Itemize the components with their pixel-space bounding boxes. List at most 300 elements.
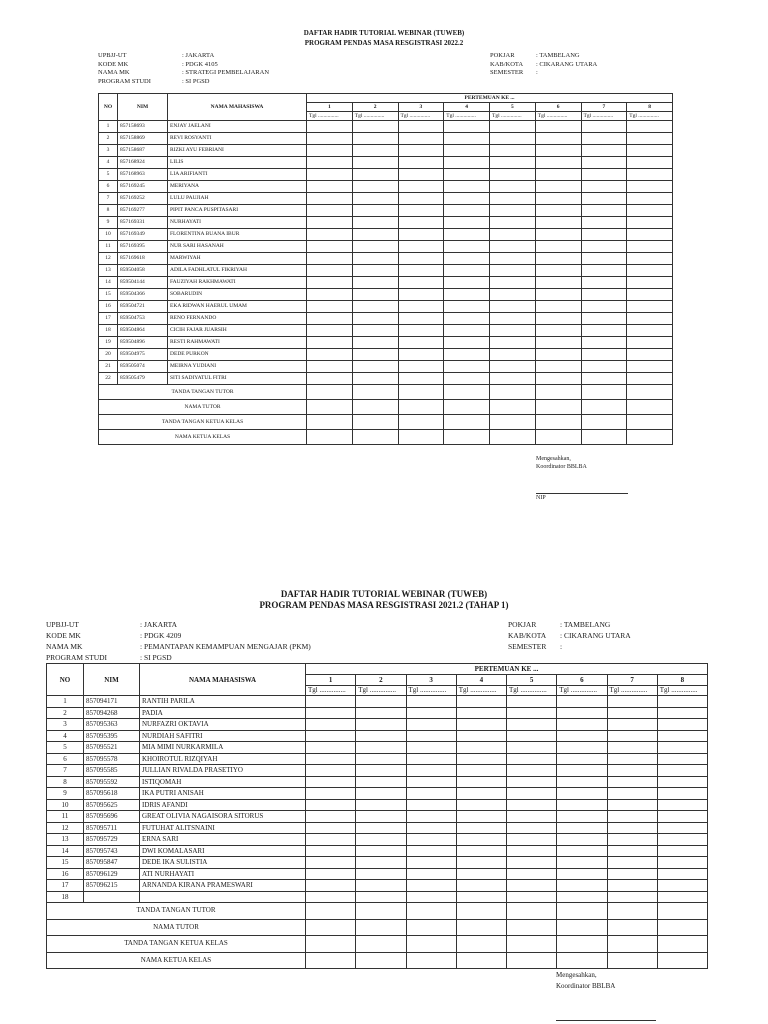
- attendance-cell[interactable]: [456, 765, 506, 777]
- attendance-cell[interactable]: [398, 253, 444, 265]
- attendance-cell[interactable]: [535, 337, 581, 349]
- attendance-cell[interactable]: [507, 776, 557, 788]
- signature-cell[interactable]: [581, 385, 627, 400]
- signature-cell[interactable]: [581, 415, 627, 430]
- attendance-cell[interactable]: [657, 868, 707, 880]
- attendance-cell[interactable]: [535, 313, 581, 325]
- attendance-cell[interactable]: [581, 289, 627, 301]
- attendance-cell[interactable]: [398, 181, 444, 193]
- attendance-cell[interactable]: [307, 217, 353, 229]
- attendance-cell[interactable]: [507, 868, 557, 880]
- signature-cell[interactable]: [398, 430, 444, 445]
- attendance-cell[interactable]: [557, 719, 607, 731]
- attendance-cell[interactable]: [456, 845, 506, 857]
- attendance-cell[interactable]: [398, 265, 444, 277]
- attendance-cell[interactable]: [657, 822, 707, 834]
- attendance-cell[interactable]: [607, 822, 657, 834]
- attendance-cell[interactable]: [356, 822, 406, 834]
- signature-cell[interactable]: [657, 919, 707, 936]
- attendance-cell[interactable]: [627, 349, 673, 361]
- attendance-cell[interactable]: [398, 277, 444, 289]
- attendance-cell[interactable]: [306, 707, 356, 719]
- attendance-cell[interactable]: [627, 373, 673, 385]
- attendance-cell[interactable]: [627, 277, 673, 289]
- attendance-cell[interactable]: [581, 217, 627, 229]
- attendance-cell[interactable]: [490, 241, 536, 253]
- attendance-cell[interactable]: [581, 181, 627, 193]
- date-field[interactable]: Tgl ...............: [406, 686, 456, 696]
- signature-cell[interactable]: [627, 430, 673, 445]
- attendance-cell[interactable]: [352, 361, 398, 373]
- attendance-cell[interactable]: [607, 811, 657, 823]
- attendance-cell[interactable]: [456, 868, 506, 880]
- attendance-cell[interactable]: [356, 730, 406, 742]
- attendance-cell[interactable]: [581, 121, 627, 133]
- attendance-cell[interactable]: [490, 217, 536, 229]
- attendance-cell[interactable]: [352, 373, 398, 385]
- attendance-cell[interactable]: [581, 157, 627, 169]
- date-field[interactable]: Tgl ...............: [356, 686, 406, 696]
- attendance-cell[interactable]: [535, 133, 581, 145]
- signature-cell[interactable]: [406, 919, 456, 936]
- attendance-cell[interactable]: [581, 277, 627, 289]
- attendance-cell[interactable]: [535, 301, 581, 313]
- attendance-cell[interactable]: [507, 811, 557, 823]
- date-field[interactable]: Tgl ...............: [607, 686, 657, 696]
- attendance-cell[interactable]: [307, 169, 353, 181]
- signature-cell[interactable]: [490, 385, 536, 400]
- signature-cell[interactable]: [352, 415, 398, 430]
- attendance-cell[interactable]: [627, 181, 673, 193]
- attendance-cell[interactable]: [490, 313, 536, 325]
- signature-cell[interactable]: [406, 903, 456, 920]
- attendance-cell[interactable]: [456, 834, 506, 846]
- attendance-cell[interactable]: [557, 822, 607, 834]
- signature-cell[interactable]: [444, 400, 490, 415]
- attendance-cell[interactable]: [557, 811, 607, 823]
- attendance-cell[interactable]: [581, 265, 627, 277]
- attendance-cell[interactable]: [352, 229, 398, 241]
- attendance-cell[interactable]: [456, 696, 506, 708]
- signature-cell[interactable]: [352, 400, 398, 415]
- attendance-cell[interactable]: [507, 857, 557, 869]
- attendance-cell[interactable]: [535, 373, 581, 385]
- attendance-cell[interactable]: [557, 845, 607, 857]
- attendance-cell[interactable]: [356, 891, 406, 903]
- attendance-cell[interactable]: [535, 193, 581, 205]
- attendance-cell[interactable]: [352, 301, 398, 313]
- attendance-cell[interactable]: [557, 753, 607, 765]
- attendance-cell[interactable]: [456, 788, 506, 800]
- attendance-cell[interactable]: [507, 719, 557, 731]
- signature-cell[interactable]: [456, 903, 506, 920]
- attendance-cell[interactable]: [444, 157, 490, 169]
- attendance-cell[interactable]: [456, 880, 506, 892]
- attendance-cell[interactable]: [490, 229, 536, 241]
- attendance-cell[interactable]: [307, 373, 353, 385]
- attendance-cell[interactable]: [444, 217, 490, 229]
- attendance-cell[interactable]: [306, 891, 356, 903]
- attendance-cell[interactable]: [657, 845, 707, 857]
- attendance-cell[interactable]: [627, 145, 673, 157]
- attendance-cell[interactable]: [356, 845, 406, 857]
- attendance-cell[interactable]: [398, 121, 444, 133]
- signature-cell[interactable]: [607, 952, 657, 969]
- signature-cell[interactable]: [444, 430, 490, 445]
- attendance-cell[interactable]: [306, 788, 356, 800]
- attendance-cell[interactable]: [398, 169, 444, 181]
- attendance-cell[interactable]: [398, 157, 444, 169]
- attendance-cell[interactable]: [490, 301, 536, 313]
- signature-cell[interactable]: [456, 936, 506, 953]
- attendance-cell[interactable]: [490, 349, 536, 361]
- attendance-cell[interactable]: [444, 325, 490, 337]
- attendance-cell[interactable]: [607, 765, 657, 777]
- attendance-cell[interactable]: [307, 241, 353, 253]
- attendance-cell[interactable]: [456, 776, 506, 788]
- signature-cell[interactable]: [490, 400, 536, 415]
- attendance-cell[interactable]: [356, 707, 406, 719]
- signature-cell[interactable]: [444, 385, 490, 400]
- attendance-cell[interactable]: [607, 868, 657, 880]
- attendance-cell[interactable]: [352, 181, 398, 193]
- attendance-cell[interactable]: [490, 325, 536, 337]
- attendance-cell[interactable]: [352, 337, 398, 349]
- attendance-cell[interactable]: [490, 373, 536, 385]
- attendance-cell[interactable]: [490, 337, 536, 349]
- attendance-cell[interactable]: [557, 730, 607, 742]
- attendance-cell[interactable]: [535, 277, 581, 289]
- attendance-cell[interactable]: [557, 696, 607, 708]
- attendance-cell[interactable]: [444, 265, 490, 277]
- signature-cell[interactable]: [607, 919, 657, 936]
- attendance-cell[interactable]: [657, 719, 707, 731]
- attendance-cell[interactable]: [627, 361, 673, 373]
- attendance-cell[interactable]: [557, 788, 607, 800]
- attendance-cell[interactable]: [307, 229, 353, 241]
- attendance-cell[interactable]: [557, 891, 607, 903]
- attendance-cell[interactable]: [627, 193, 673, 205]
- attendance-cell[interactable]: [398, 133, 444, 145]
- attendance-cell[interactable]: [507, 753, 557, 765]
- attendance-cell[interactable]: [352, 241, 398, 253]
- attendance-cell[interactable]: [398, 349, 444, 361]
- attendance-cell[interactable]: [557, 857, 607, 869]
- attendance-cell[interactable]: [557, 880, 607, 892]
- attendance-cell[interactable]: [507, 696, 557, 708]
- attendance-cell[interactable]: [490, 361, 536, 373]
- attendance-cell[interactable]: [657, 811, 707, 823]
- attendance-cell[interactable]: [398, 217, 444, 229]
- attendance-cell[interactable]: [557, 742, 607, 754]
- attendance-cell[interactable]: [627, 313, 673, 325]
- attendance-cell[interactable]: [507, 788, 557, 800]
- date-field[interactable]: Tgl ...............: [581, 112, 627, 121]
- attendance-cell[interactable]: [444, 301, 490, 313]
- signature-cell[interactable]: [456, 952, 506, 969]
- attendance-cell[interactable]: [581, 193, 627, 205]
- attendance-cell[interactable]: [398, 145, 444, 157]
- attendance-cell[interactable]: [607, 696, 657, 708]
- attendance-cell[interactable]: [607, 880, 657, 892]
- attendance-cell[interactable]: [444, 277, 490, 289]
- attendance-cell[interactable]: [352, 121, 398, 133]
- attendance-cell[interactable]: [507, 891, 557, 903]
- signature-cell[interactable]: [535, 430, 581, 445]
- attendance-cell[interactable]: [356, 880, 406, 892]
- signature-cell[interactable]: [507, 936, 557, 953]
- attendance-cell[interactable]: [307, 337, 353, 349]
- attendance-cell[interactable]: [406, 868, 456, 880]
- attendance-cell[interactable]: [306, 834, 356, 846]
- attendance-cell[interactable]: [535, 169, 581, 181]
- attendance-cell[interactable]: [398, 289, 444, 301]
- attendance-cell[interactable]: [607, 753, 657, 765]
- attendance-cell[interactable]: [581, 325, 627, 337]
- attendance-cell[interactable]: [306, 880, 356, 892]
- date-field[interactable]: Tgl ...............: [456, 686, 506, 696]
- attendance-cell[interactable]: [490, 193, 536, 205]
- attendance-cell[interactable]: [352, 349, 398, 361]
- signature-cell[interactable]: [627, 400, 673, 415]
- signature-cell[interactable]: [507, 919, 557, 936]
- attendance-cell[interactable]: [581, 169, 627, 181]
- attendance-cell[interactable]: [306, 765, 356, 777]
- attendance-cell[interactable]: [306, 799, 356, 811]
- attendance-cell[interactable]: [307, 181, 353, 193]
- attendance-cell[interactable]: [307, 301, 353, 313]
- attendance-cell[interactable]: [406, 880, 456, 892]
- attendance-cell[interactable]: [535, 289, 581, 301]
- attendance-cell[interactable]: [557, 799, 607, 811]
- signature-cell[interactable]: [306, 936, 356, 953]
- attendance-cell[interactable]: [356, 834, 406, 846]
- attendance-cell[interactable]: [490, 145, 536, 157]
- attendance-cell[interactable]: [406, 765, 456, 777]
- attendance-cell[interactable]: [581, 205, 627, 217]
- attendance-cell[interactable]: [456, 811, 506, 823]
- attendance-cell[interactable]: [306, 868, 356, 880]
- signature-cell[interactable]: [307, 415, 353, 430]
- attendance-cell[interactable]: [581, 313, 627, 325]
- attendance-cell[interactable]: [352, 313, 398, 325]
- attendance-cell[interactable]: [456, 857, 506, 869]
- attendance-cell[interactable]: [356, 719, 406, 731]
- attendance-cell[interactable]: [535, 157, 581, 169]
- signature-cell[interactable]: [456, 919, 506, 936]
- attendance-cell[interactable]: [444, 205, 490, 217]
- attendance-cell[interactable]: [490, 253, 536, 265]
- attendance-cell[interactable]: [352, 265, 398, 277]
- attendance-cell[interactable]: [535, 349, 581, 361]
- signature-cell[interactable]: [490, 415, 536, 430]
- attendance-cell[interactable]: [657, 891, 707, 903]
- attendance-cell[interactable]: [356, 776, 406, 788]
- attendance-cell[interactable]: [607, 707, 657, 719]
- date-field[interactable]: Tgl ...............: [307, 112, 353, 121]
- attendance-cell[interactable]: [581, 301, 627, 313]
- attendance-cell[interactable]: [657, 696, 707, 708]
- attendance-cell[interactable]: [406, 799, 456, 811]
- signature-cell[interactable]: [356, 936, 406, 953]
- attendance-cell[interactable]: [356, 753, 406, 765]
- attendance-cell[interactable]: [581, 253, 627, 265]
- date-field[interactable]: Tgl ...............: [627, 112, 673, 121]
- attendance-cell[interactable]: [356, 799, 406, 811]
- attendance-cell[interactable]: [307, 361, 353, 373]
- attendance-cell[interactable]: [444, 361, 490, 373]
- attendance-cell[interactable]: [444, 229, 490, 241]
- attendance-cell[interactable]: [490, 277, 536, 289]
- attendance-cell[interactable]: [352, 289, 398, 301]
- attendance-cell[interactable]: [444, 181, 490, 193]
- attendance-cell[interactable]: [456, 719, 506, 731]
- attendance-cell[interactable]: [444, 289, 490, 301]
- attendance-cell[interactable]: [406, 753, 456, 765]
- signature-cell[interactable]: [307, 400, 353, 415]
- signature-cell[interactable]: [507, 952, 557, 969]
- attendance-cell[interactable]: [444, 337, 490, 349]
- attendance-cell[interactable]: [507, 742, 557, 754]
- attendance-cell[interactable]: [657, 753, 707, 765]
- attendance-cell[interactable]: [306, 742, 356, 754]
- attendance-cell[interactable]: [557, 868, 607, 880]
- attendance-cell[interactable]: [307, 313, 353, 325]
- signature-cell[interactable]: [398, 415, 444, 430]
- attendance-cell[interactable]: [406, 730, 456, 742]
- attendance-cell[interactable]: [352, 205, 398, 217]
- attendance-cell[interactable]: [627, 121, 673, 133]
- attendance-cell[interactable]: [581, 361, 627, 373]
- attendance-cell[interactable]: [557, 707, 607, 719]
- attendance-cell[interactable]: [398, 193, 444, 205]
- date-field[interactable]: Tgl ...............: [352, 112, 398, 121]
- attendance-cell[interactable]: [507, 845, 557, 857]
- attendance-cell[interactable]: [307, 265, 353, 277]
- attendance-cell[interactable]: [557, 776, 607, 788]
- attendance-cell[interactable]: [607, 788, 657, 800]
- date-field[interactable]: Tgl ...............: [507, 686, 557, 696]
- attendance-cell[interactable]: [356, 811, 406, 823]
- attendance-cell[interactable]: [627, 253, 673, 265]
- attendance-cell[interactable]: [398, 205, 444, 217]
- attendance-cell[interactable]: [356, 765, 406, 777]
- attendance-cell[interactable]: [627, 325, 673, 337]
- signature-cell[interactable]: [557, 936, 607, 953]
- signature-cell[interactable]: [581, 400, 627, 415]
- attendance-cell[interactable]: [627, 337, 673, 349]
- attendance-cell[interactable]: [306, 857, 356, 869]
- attendance-cell[interactable]: [490, 205, 536, 217]
- attendance-cell[interactable]: [507, 834, 557, 846]
- attendance-cell[interactable]: [627, 289, 673, 301]
- attendance-cell[interactable]: [657, 776, 707, 788]
- attendance-cell[interactable]: [490, 265, 536, 277]
- attendance-cell[interactable]: [535, 325, 581, 337]
- attendance-cell[interactable]: [444, 169, 490, 181]
- attendance-cell[interactable]: [607, 742, 657, 754]
- signature-cell[interactable]: [306, 919, 356, 936]
- signature-cell[interactable]: [557, 903, 607, 920]
- attendance-cell[interactable]: [456, 707, 506, 719]
- attendance-cell[interactable]: [352, 253, 398, 265]
- attendance-cell[interactable]: [581, 349, 627, 361]
- attendance-cell[interactable]: [535, 121, 581, 133]
- date-field[interactable]: Tgl ...............: [444, 112, 490, 121]
- attendance-cell[interactable]: [535, 145, 581, 157]
- attendance-cell[interactable]: [444, 373, 490, 385]
- attendance-cell[interactable]: [657, 742, 707, 754]
- attendance-cell[interactable]: [490, 157, 536, 169]
- attendance-cell[interactable]: [535, 181, 581, 193]
- attendance-cell[interactable]: [657, 707, 707, 719]
- attendance-cell[interactable]: [627, 217, 673, 229]
- attendance-cell[interactable]: [444, 133, 490, 145]
- signature-cell[interactable]: [356, 919, 406, 936]
- attendance-cell[interactable]: [306, 822, 356, 834]
- signature-cell[interactable]: [535, 415, 581, 430]
- attendance-cell[interactable]: [490, 169, 536, 181]
- attendance-cell[interactable]: [398, 337, 444, 349]
- attendance-cell[interactable]: [406, 811, 456, 823]
- date-field[interactable]: Tgl ...............: [657, 686, 707, 696]
- signature-cell[interactable]: [356, 952, 406, 969]
- attendance-cell[interactable]: [307, 289, 353, 301]
- attendance-cell[interactable]: [581, 229, 627, 241]
- attendance-cell[interactable]: [306, 776, 356, 788]
- attendance-cell[interactable]: [581, 241, 627, 253]
- attendance-cell[interactable]: [398, 241, 444, 253]
- attendance-cell[interactable]: [557, 765, 607, 777]
- attendance-cell[interactable]: [507, 765, 557, 777]
- attendance-cell[interactable]: [607, 857, 657, 869]
- attendance-cell[interactable]: [627, 265, 673, 277]
- signature-cell[interactable]: [406, 936, 456, 953]
- attendance-cell[interactable]: [306, 696, 356, 708]
- attendance-cell[interactable]: [406, 776, 456, 788]
- attendance-cell[interactable]: [352, 277, 398, 289]
- attendance-cell[interactable]: [490, 289, 536, 301]
- attendance-cell[interactable]: [507, 822, 557, 834]
- signature-cell[interactable]: [306, 952, 356, 969]
- attendance-cell[interactable]: [398, 373, 444, 385]
- attendance-cell[interactable]: [307, 205, 353, 217]
- signature-cell[interactable]: [307, 430, 353, 445]
- attendance-cell[interactable]: [607, 776, 657, 788]
- attendance-cell[interactable]: [406, 845, 456, 857]
- signature-cell[interactable]: [398, 400, 444, 415]
- attendance-cell[interactable]: [356, 868, 406, 880]
- attendance-cell[interactable]: [535, 253, 581, 265]
- attendance-cell[interactable]: [535, 217, 581, 229]
- attendance-cell[interactable]: [406, 857, 456, 869]
- attendance-cell[interactable]: [307, 133, 353, 145]
- attendance-cell[interactable]: [535, 205, 581, 217]
- attendance-cell[interactable]: [627, 241, 673, 253]
- attendance-cell[interactable]: [507, 707, 557, 719]
- attendance-cell[interactable]: [444, 241, 490, 253]
- attendance-cell[interactable]: [456, 822, 506, 834]
- date-field[interactable]: Tgl ...............: [490, 112, 536, 121]
- date-field[interactable]: Tgl ...............: [306, 686, 356, 696]
- signature-cell[interactable]: [557, 952, 607, 969]
- attendance-cell[interactable]: [352, 145, 398, 157]
- attendance-cell[interactable]: [657, 765, 707, 777]
- attendance-cell[interactable]: [507, 799, 557, 811]
- attendance-cell[interactable]: [444, 313, 490, 325]
- attendance-cell[interactable]: [490, 121, 536, 133]
- attendance-cell[interactable]: [581, 373, 627, 385]
